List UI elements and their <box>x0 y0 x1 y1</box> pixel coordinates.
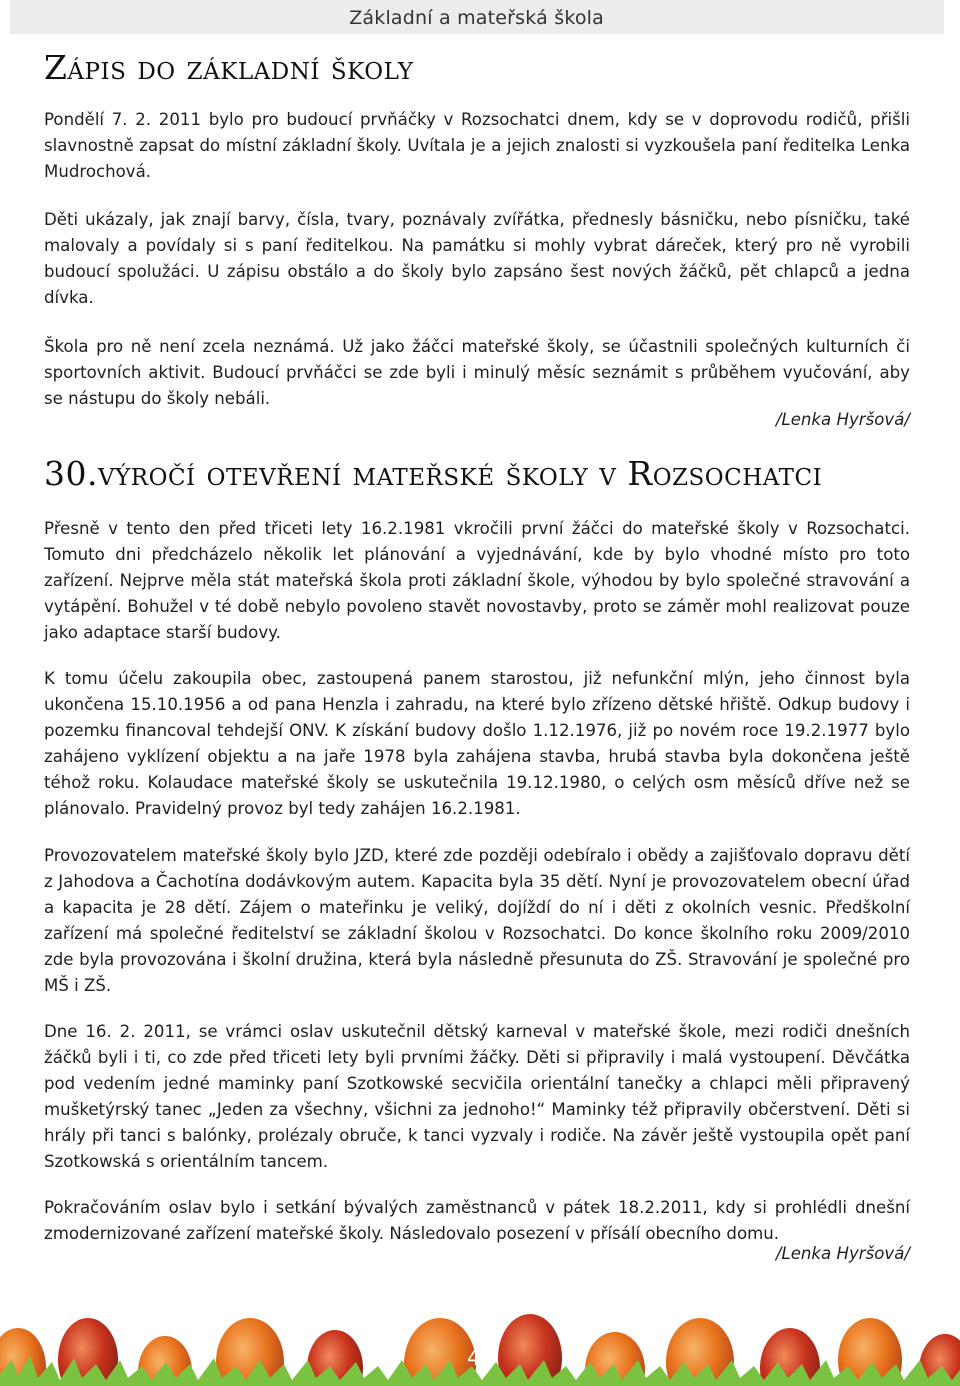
paragraph: Přesně v tento den před třiceti lety 16.2.1981 vkročili první žáčci do mateřské školy v Rozsochatci. Tomuto dni předcházelo několik let plánování a vyjednávání, kde by bylo vhodné místo pro toto zařízení. Nejprve měla stát mateřská škola proti základní škole, výhodou by bylo společné stravování a vytápění. Bohužel v té době nebylo povoleno stavět novostavby, proto se záměr mohl realizovat pouze jako adaptace starší budovy. <box>44 519 910 642</box>
paragraph: Děti ukázaly, jak znají barvy, čísla, tvary, poznávaly zvířátka, přednesly básničku, nebo písničku, také malovaly a povídaly si s paní ředitelkou. Na památku si mohly vybrat dáreček, který pro ně vyrobili budoucí spolužáci. U zápisu obstálo a do školy bylo zapsáno šest nových žáčků, pět chlapců a jedna dívka. <box>44 210 910 307</box>
article-title: Zápis do základní školy <box>44 48 414 87</box>
page-number: 4 <box>467 1346 481 1370</box>
article-title: 30.výročí otevření mateřské školy v Rozsochatci <box>44 454 823 493</box>
egg-icon <box>498 1314 562 1386</box>
header-band <box>10 0 944 34</box>
section-name: Základní a mateřská škola <box>349 7 604 29</box>
paragraph: Pokračováním oslav bylo i setkání bývalých zaměstnanců v pátek 18.2.2011, kdy si prohlédli dnešní zmodernizované zařízení mateřské školy. Následovalo posezení v přísálí obecního domu. <box>44 1198 910 1243</box>
paragraph: Provozovatelem mateřské školy bylo JZD, které zde později odebíralo i obědy a zajišťovalo dopravu dětí z Jahodova a Čachotína dodávkovým autem. Kapacita byla 35 dětí. Nyní je provozovatelem obecní úřad a kapacita je 28 dětí. Zájem o mateřinku je veliký, dojíždí do ní i děti z okolních vesnic. Předškolní zařízení má společné ředitelství se základní školou v Rozsochatci. Do konce školního roku 2009/2010 zde byla provozována i školní družina, která byla následně přesunuta do ZŠ. Stravování je společné pro MŠ i ZŠ. <box>44 846 910 995</box>
paragraph: K tomu účelu zakoupila obec, zastoupená panem starostou, již nefunkční mlýn, jeho činnost byla ukončena 15.10.1956 a od pana Henzla i zahradu, na které bylo zřízeno dětské hřiště. Odkup budovy i pozemku financoval tehdejší ONV. K získání budovy došlo 1.12.1976, již po novém roce 19.2.1977 bylo zahájeno vyklízení objektu a na jaře 1978 byla zahájena stavba, hrubá stavba byla dokončena ještě téhož roku. Kolaudace mateřské školy se uskutečnila 19.12.1980, o celých osm měsíců dříve než se plánovalo. Pravidelný provoz byl tedy zahájen 16.2.1981. <box>44 669 910 818</box>
signature: /Lenka Hyršová/ <box>775 1244 910 1263</box>
signature: /Lenka Hyršová/ <box>775 410 910 429</box>
paragraph: Škola pro ně není zcela neznámá. Už jako žáčci mateřské školy, se účastnili společných kulturních či sportovních aktivit. Budoucí prvňáčci se zde byli i minulý měsíc seznámit s průběhem vyučování, aby se nástupu do školy nebáli. <box>44 337 910 408</box>
easter-eggs-decoration <box>0 1290 960 1386</box>
paragraph: Dne 16. 2. 2011, se vrámci oslav uskutečnil dětský karneval v mateřské škole, mezi rodiči dnešních žáčků byli i ti, co zde před třiceti lety byli prvními žáčky. Děti si připravily i malá vystoupení. Děvčátka pod vedením jedné maminky paní Szotkowské secvičila orientální tanečky a chlapci měli připravený mušketýrský tanec „Jeden za všechny, všichni za jednoho!“ Maminky též připravily občerstvení. Děti si hrály při tanci s balónky, prolézaly obruče, k tanci vyzvaly i rodiče. Na závěr ještě vystoupila opět paní Szotkowská s orientálním tancem. <box>44 1022 910 1171</box>
paragraph: Pondělí 7. 2. 2011 bylo pro budoucí prvňáčky v Rozsochatci dnem, kdy se v doprovodu rodičů, přišli slavnostně zapsat do místní základní školy. Uvítala je a jejich znalosti si vyzkoušela paní ředitelka Lenka Mudrochová. <box>44 110 910 181</box>
